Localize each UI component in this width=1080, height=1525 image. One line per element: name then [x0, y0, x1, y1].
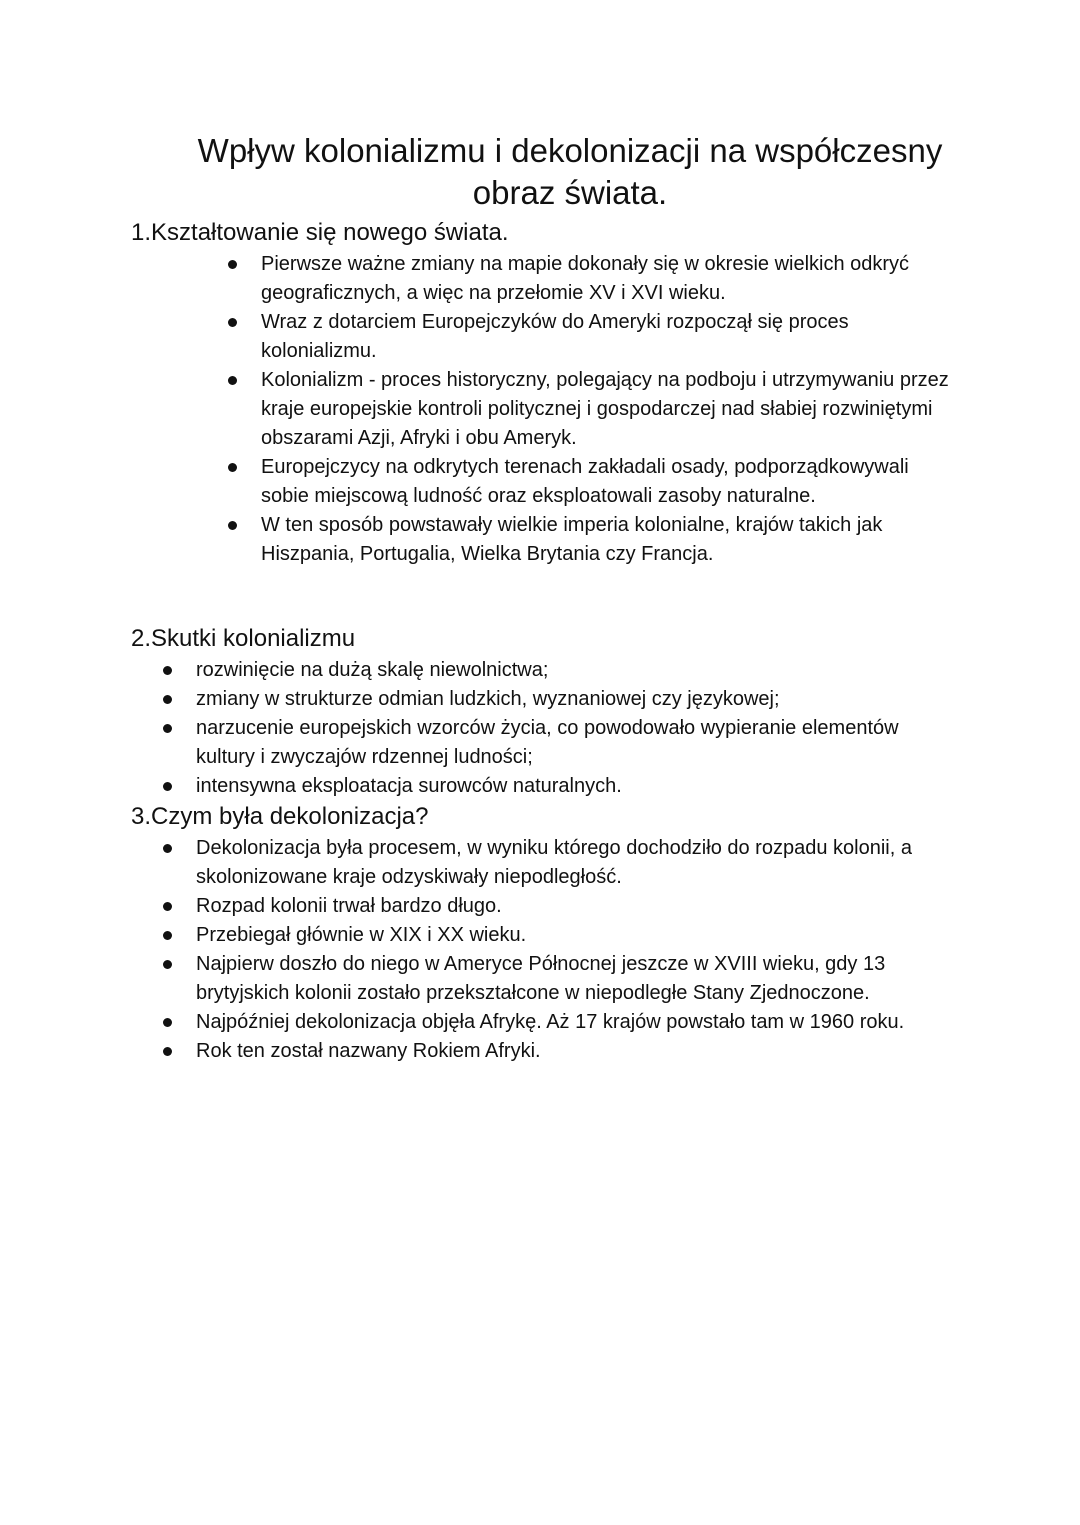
bullet-icon	[163, 666, 172, 675]
list-item: Wraz z dotarciem Europejczyków do Ameryki rozpoczął się proces kolonializmu.	[261, 308, 961, 366]
list-item: Najpierw doszło do niego w Ameryce Północnej jeszcze w XVIII wieku, gdy 13 brytyjskich kolonii zostało przekształcone w niepodległe Stany Zjednoczone.	[196, 950, 976, 1008]
bullet-icon	[163, 844, 172, 853]
list-item: zmiany w strukturze odmian ludzkich, wyznaniowej czy językowej;	[196, 685, 956, 714]
bullet-icon	[163, 931, 172, 940]
bullet-icon	[228, 521, 237, 530]
bullet-icon	[163, 724, 172, 733]
section-3-list	[196, 834, 976, 1066]
section-2-list	[196, 656, 956, 801]
list-item: Dekolonizacja była procesem, w wyniku którego dochodziło do rozpadu kolonii, a skolonizowane kraje odzyskiwały niepodległość.	[196, 834, 976, 892]
bullet-icon	[228, 318, 237, 327]
section-heading-1: 1.Kształtowanie się nowego świata.	[131, 219, 509, 246]
bullet-icon	[228, 260, 237, 269]
list-item: narzucenie europejskich wzorców życia, co powodowało wypieranie elementów kultury i zwyczajów rdzennej ludności;	[196, 714, 956, 772]
list-item: W ten sposób powstawały wielkie imperia kolonialne, krajów takich jak Hiszpania, Portugalia, Wielka Brytania czy Francja.	[261, 511, 961, 569]
section-heading-3: 3.Czym była dekolonizacja?	[131, 803, 429, 830]
bullet-icon	[163, 902, 172, 911]
bullet-icon	[228, 463, 237, 472]
bullet-icon	[163, 1018, 172, 1027]
list-item: Przebiegał głównie w XIX i XX wieku.	[196, 921, 976, 950]
bullet-icon	[163, 1047, 172, 1056]
list-item: rozwinięcie na dużą skalę niewolnictwa;	[196, 656, 956, 685]
list-item: intensywna eksploatacja surowców naturalnych.	[196, 772, 956, 801]
bullet-icon	[163, 695, 172, 704]
bullet-icon	[163, 960, 172, 969]
list-item: Europejczycy na odkrytych terenach zakładali osady, podporządkowywali sobie miejscową ludność oraz eksploatowali zasoby naturalne.	[261, 453, 961, 511]
title-line-1: Wpływ kolonializmu i dekolonizacji na współczesny	[197, 132, 943, 169]
title-line-2: obraz świata.	[472, 174, 668, 211]
list-item: Pierwsze ważne zmiany na mapie dokonały się w okresie wielkich odkryć geograficznych, a więc na przełomie XV i XVI wieku.	[261, 250, 961, 308]
list-item: Rozpad kolonii trwał bardzo długo.	[196, 892, 976, 921]
list-item: Kolonializm - proces historyczny, polegający na podboju i utrzymywaniu przez kraje europejskie kontroli politycznej i gospodarczej nad słabiej rozwiniętymi obszarami Azji, Afryki i obu Ameryk.	[261, 366, 961, 453]
page-title	[150, 130, 990, 214]
section-1-list	[261, 250, 961, 569]
bullet-icon	[228, 376, 237, 385]
bullet-icon	[163, 782, 172, 791]
list-item: Rok ten został nazwany Rokiem Afryki.	[196, 1037, 976, 1066]
section-heading-2: 2.Skutki kolonializmu	[131, 625, 356, 652]
list-item: Najpóźniej dekolonizacja objęła Afrykę. Aż 17 krajów powstało tam w 1960 roku.	[196, 1008, 976, 1037]
